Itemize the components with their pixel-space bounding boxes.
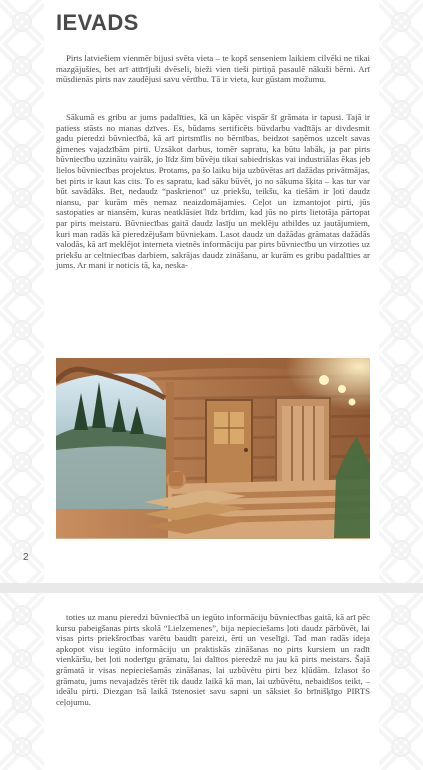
page-title: IEVADS (56, 10, 139, 35)
page-number: 2 (23, 552, 29, 563)
continued-paragraph (56, 612, 370, 707)
document-page-next (0, 593, 423, 770)
paragraph-text: Sākumā es gribu ar jums padalīties, kā un kāpēc vispār šī grāmata ir tapusi. Tajā ir patiess stāsts no manas dzīves. Es, būdams sertificēts būvdarbu vadītājs ar divdesmit gadu pieredzi būvniecībā, kā arī pirtsmīlis no bērnības, beidzot saņēmos uzcelt savas ģimenes vajadzībām pirti. Uzsākot darbus, tomēr sapratu, ka būtu labāk, ja par pirts būvniecību uzzinātu vairāk, jo līdz šim būvēju tikai sabiedriskas vai industriālas ēkas jeb lielos būvniecības projektus. Protams, pa šo laiku bija uzbūvētas arī dažādas privātmājas, bet pirts ir kaut kas cits. To es sapratu, kad sāku būvēt, jo no sākuma šķita – kas tur var būt savādāks. Bet, nedaudz “paskrienot” uz priekšu, teikšu, ka tiešām ir ļoti daudz niansu, par kurām mēs nemaz neaizdomājamies. Ceļot un izmantojot pirti, jūs sastopaties ar niansēm, kuras neatklāsiet līdz brīdim, kad jūs no pirts lietotāja pārtopat par pirts meistaru. Būvniecības gaitā daudz lasīju un meklēju atbildes uz jautājumiem, kuri man radās kā pieredzējušam būvniekam. Lasot daudz un dažādas grāmatas dažādās valodās, kā arī meklējot interneta vietnēs informāciju par pirts būvniecību un virzoties uz priekšu ar celtniecības darbiem, sakrājas daudz zināšanu, ar kurām es gribu padalīties ar jums. Ar mani ir noticis tā, ka, neska- (56, 112, 370, 271)
decorative-pattern-left (0, 0, 44, 583)
paragraph-text: Pirts latviešiem vienmēr bijusi svēta vieta – te kopš senseniem laikiem cilvēki ne tikai mazgājušies, bet arī attīrījuši dvēseli, bieži vien tieši pirtiņā pasaulē nākuši bērni. Arī mūsdienās pirts nav zaudējusi savu vērtību. Tā ir vieta, kur gūstam možumu. (56, 53, 370, 85)
decorative-pattern-left (0, 593, 44, 770)
decorative-pattern-right (379, 0, 423, 583)
decorative-pattern-right (379, 593, 423, 770)
intro-paragraph-2 (56, 112, 370, 271)
paragraph-text: toties uz manu pieredzi būvniecībā un iegūto informāciju būvniecības gaitā, kā arī pēc kursu pabeigšanas pirts skolā “Lielzemenes”, bija nepieciešams ļoti daudz pārbūvēt, lai visas pirts priekšrocības varētu baudīt pareizi, ērti un veselīgi. Tad man radās ideja apkopot visu iegūto informāciju un praktiskās zināšanas no pirts kursiem un radīt vienkāršu, bet ļoti noderīgu grāmatu, lai dalītos pieredzē nu jau kā pirts meistars. Šajā grāmatā ir visas nepieciešamās zināšanas, lai uzbūvētu pirti bez kļūdām. Izlasot šo grāmatu, jums nevajadzēs tērēt tik daudz laikā kā man, lai uzbūvētu, nebaidīšos teikt, – ideālu pirti. Diezgan īsā laikā īstenosiet savu sapni un sāksiet šo brīnišķīgo PIRTS ceļojumu. (56, 612, 370, 707)
intro-paragraph-1 (56, 53, 370, 85)
sauna-interior-illustration (56, 358, 370, 539)
sauna-picture (56, 358, 370, 539)
